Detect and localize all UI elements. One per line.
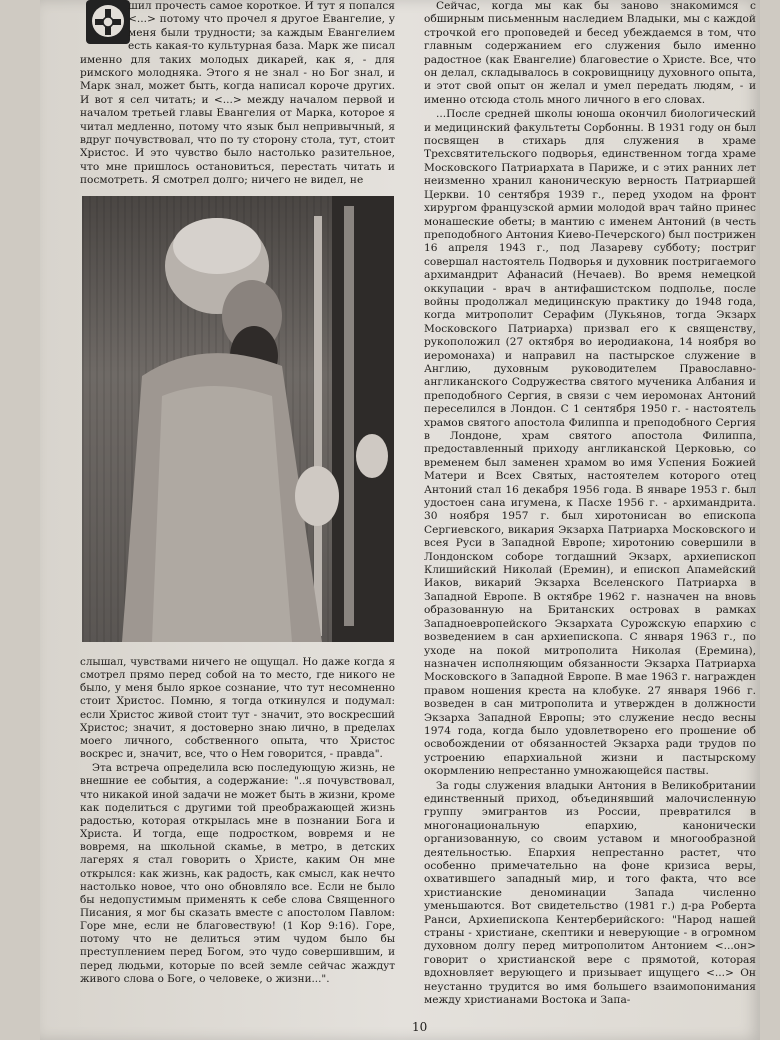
bishop-portrait-icon [82, 196, 394, 642]
page-number: 10 [412, 1020, 428, 1034]
paragraph: слышал, чувствами ничего не ощущал. Но даже когда я смотрел прямо перед собой на то место, где никого не было, у меня было яркое сознание, что тут несомненно стоит Христос. Помню, я тогда откинулся и подумал: если Христос живой стоит тут - значит, это воскресший Христос; значит, я достоверно знаю лично, в пределах моего личного, собственного опыта, что Христос воскрес и, значит, все, что о Нем говорится, - правда". [80, 656, 395, 761]
paragraph: Сейчас, когда мы как бы заново знакомимся с обширным письменным наследием Владыки, мы с каждой строчкой его проповедей и бесед убеждаемся в том, что главным содержанием его служения было именно радостное (как Евангелие) благовестие о Христе. Все, что он делал, складывалось в сокровищницу духовного опыта, и этот свой опыт он желал и умел передать людям, - и именно отсюда столь много личного в его словах. [424, 0, 756, 106]
left-column-bottom [80, 656, 395, 987]
paragraph: Эта встреча определила всю последующую жизнь, не внешние ее события, а содержание: "..я почувствовал, что никакой иной задачи не может быть в жизни, кроме как поделиться с другими той преображающей жизнь радостью, которая открылась мне в познании Бога и Христа. И тогда, еще подростком, вовремя и не вовремя, на школьной скамье, в метро, в детских лагерях я стал говорить о Христе, каким Он мне открылся: как жизнь, как радость, как смысл, как нечто настолько новое, что оно обновляло все. Если не было бы недопустимым применять к себе слова Священного Писания, я мог бы сказать вместе с апостолом Павлом: Горе мне, если не благовествую! (1 Кор 9:16). Горе, потому что не делиться этим чудом было бы преступлением перед Богом, это чудо совершившим, и перед людьми, которые по всей земле сейчас жаждут живого слова о Боге, о человеке, о жизни...". [80, 762, 395, 985]
right-column [424, 0, 756, 1008]
paragraph: шил прочесть самое короткое. И тут я попался <...> потому что прочел я другое Евангелие, у меня были трудности; за каждым Евангелием есть какая-то культурная база. Марк же писал именно для таких молодых дикарей, как я, - для римского молодняка. Этого я не знал - но Бог знал, и Марк знал, может быть, когда написал короче других. И вот я сел читать; и <...> между началом первой и началом третьей главы Евангелия от Марка, которое я читал медленно, потому что язык был непривычный, я вдруг почувствовал, что по ту сторону стола, тут, стоит Христос. И это чувство было настолько разительное, что мне пришлось остановиться, перестать читать и посмотреть. Я смотрел долго; ничего не видел, не [80, 0, 395, 187]
portrait-photo [82, 196, 394, 642]
paragraph: За годы служения владыки Антония в Великобритании единственный приход, объединявший малочисленную группу эмигрантов из России, превратился в многонациональную епархию, канонически организованную, со своим уставом и многообразной деятельностью. Епархия непрестанно растет, что особенно примечательно на фоне кризиса веры, охватившего западный мир, и того факта, что все христианские деноминации Запада численно уменьшаются. Вот свидетельство (1981 г.) д-ра Роберта Ранси, Архиепископа Кентерберийского: "Народ нашей страны - христиане, скептики и неверующие - в огромном духовном долгу перед митрополитом Антонием <...он> говорит о христианской вере с прямотой, которая вдохновляет верующего и призывает ищущего <...> Он неустанно трудится во имя большего взаимопонимания между христианами Востока и Запа- [424, 779, 756, 1007]
left-column-top [80, 0, 395, 189]
paragraph: ...После средней школы юноша окончил биологический и медицинский факультеты Сорбонны. В 1931 году он был посвящен в стихарь для служения в храме Трехсвятительского подворья, единственном тогда храме Московского Патриархата в Париже, и с этих ранних лет неизменно хранил каноническую верность Патриаршей Церкви. 10 сентября 1939 г., перед уходом на фронт хирургом французской армии молодой врач тайно принес монашеские обеты; в мантию с именем Антоний (в честь преподобного Антония Киево-Печерского) был пострижен 16 апреля 1943 г., под Лазареву субботу; постриг совершал настоятель Подворья и духовник постригаемого архимандрит Афанасий (Нечаев). Во время немецкой оккупации - врач в антифашистском подполье, после войны продолжал медицинскую практику до 1948 года, когда митрополит Серафим (Лукьянов, тогда Экзарх Московского Патриарха) призвал его к священству, рукоположил (27 октября во иеродиакона, 14 ноября во иеромонаха) и направил на пастырское служение в Англию, духовным руководителем Православно-англиканского Содружества святого мученика Албания и преподобного Сергия, в связи с чем иеромонах Антоний переселился в Лондон. С 1 сентября 1950 г. - настоятель храмов святого апостола Филиппа и преподобного Сергия в Лондоне, храм святого апостола Филиппа, предоставленный приходу англиканской Церковью, со временем был заменен храмом во имя Успения Божией Матери и Всех Святых, настоятелем которого отец Антоний стал 16 декабря 1956 года. В январе 1953 г. был удостоен сана игумена, к Пасхе 1956 г. - архимандрита. 30 ноября 1957 г. был хиротонисан во епископа Сергиевского, викария Экзарха Патриарха Московского и всея Руси в Западной Европе; хиротонию совершили в Лондонском соборе тогдашний Экзарх, архиепископ Клишийский Николай (Еремин), и епископ Апамейский Иаков, викарий Экзарха Вселенского Патриарха в Западной Европе. В октябре 1962 г. назначен на вновь образованную на Британских островах в рамках Западноевропейского Экзархата Сурожскую епархию с возведением в сан архиепископа. С января 1963 г., по уходе на покой митрополита Николая (Еремина), назначен исполняющим обязанности Экзарха Патриарха Московского в Западной Европе. В мае 1963 г. награжден правом ношения креста на клобуке. 27 января 1966 г. возведен в сан митрополита и утвержден в должности Экзарха Западной Европы; это служение несдо весны 1974 года, когда было удовлетворено его прошение об освобождении от обязанностей Экзарха ради трудов по устроению епархиальной жизни и пастырскому окормлению непрестанно умножающейся паствы. [424, 108, 756, 778]
